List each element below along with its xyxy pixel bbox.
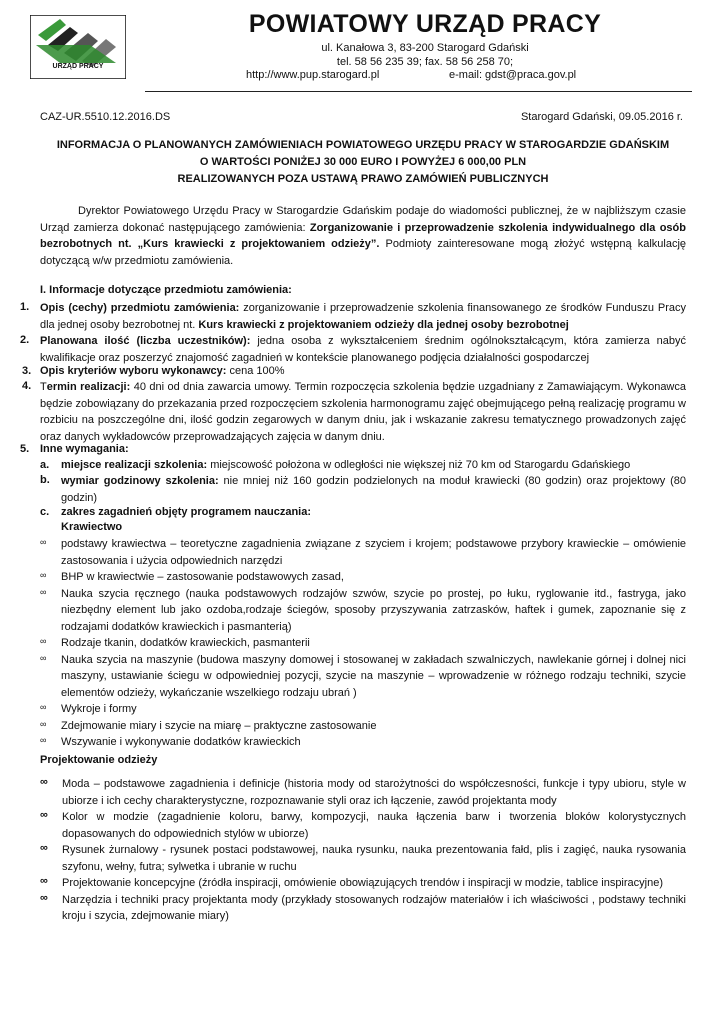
item-2-body: jedna osoba z wykształceniem średnim ogólnokształcącym, która zamierza nabyć kwalifikacje oraz poszerzyć znajomość zagadnień w kontekście planowanego podjęcia działalności gospodarczej	[40, 335, 687, 364]
list-item	[40, 875, 686, 892]
organization-website[interactable]: http://www.pup.starogard.pl	[246, 69, 380, 81]
section-1-heading: I. Informacje dotyczące przedmiotu zamówienia:	[40, 284, 292, 296]
list-item	[40, 892, 686, 925]
infinity-bullet-icon: ∞	[40, 702, 47, 712]
item-1-body: zorganizowanie i przeprowadzenie szkolenia finansowanego ze środków Funduszu Pracy dla jednej osoby bezrobotnej nt.	[40, 302, 686, 331]
item-2-number: 2.	[20, 334, 30, 346]
list-item	[40, 569, 686, 586]
list-item	[40, 701, 686, 718]
krawiectwo-item-1: podstawy krawiectwa – teoretyczne zagadnienia związane z szyciem i krojem; podstawowe przybory krawieckie – omówienie zastosowania i użycia odpowiednich narzędzi	[61, 538, 686, 567]
krawiectwo-item-5: Nauka szycia na maszynie (budowa maszyny domowej i stosowanej w zakładach szwalniczych, nawlekanie górnej i dolnej nici maszyny, ustawianie ściegu w odpowiedniej pozycji, szycie na maszynie – wprowadzenie w różnego rodzaju techniki, szycie elementów odzieży, wykańczanie wszelkiego rodzaju ubrań )	[61, 653, 686, 699]
item-5c-letter: c.	[40, 506, 50, 518]
document-title-line-1: INFORMACJA O PLANOWANYCH ZAMÓWIENIACH POWIATOWEGO URZĘDU PRACY W STAROGARDZIE GDAŃSKIM	[56, 139, 670, 151]
item-4-body: 40 dni od dnia zawarcia umowy. Termin rozpoczęcia szkolenia będzie uzgadniany z Zamawiającym. Wykonawca będzie zobowiązany do przekazania przed rozpoczęciem szkolenia harmonogramu zajęć obejmującego pełną realizację programu w rozbiciu na poszczególne dni, ilość godzin zegarowych w danym dniu, jak i wskazanie zakresu tematycznego prowadzonych zajęć oraz danych wykładowców przeprowadzających zajęcia w danym dniu.	[40, 381, 686, 443]
projektowanie-list	[40, 776, 686, 925]
item-1-course: Kurs krawiecki z projektowaniem odzieży dla jednej osoby bezrobotnej	[198, 318, 569, 331]
intro-paragraph	[40, 203, 686, 269]
infinity-bullet-icon: ∞	[40, 735, 47, 745]
list-item	[40, 586, 686, 636]
item-5a-label: miejsce realizacji szkolenia:	[61, 459, 208, 471]
organization-email[interactable]: e-mail: gdst@praca.gov.pl	[449, 69, 577, 81]
infinity-bullet-icon: ∞	[40, 776, 48, 788]
item-3-text	[40, 365, 285, 377]
item-2-label: Planowana ilość (liczba uczestników):	[40, 335, 251, 347]
item-5a-letter: a.	[40, 459, 50, 471]
item-4-number: 4.	[22, 380, 32, 392]
item-4-prefix: T	[40, 381, 47, 393]
krawiectwo-item-2: BHP w krawiectwie – zastosowanie podstawowych zasad,	[61, 571, 344, 583]
intro-text-1: Dyrektor Powiatowego Urzędu Pracy w Starogardzie Gdańskim podaje do wiadomości publicznej, że w najbliższym czasie Urząd zamierza dokonać następującego zamówienia:	[40, 205, 686, 234]
item-1-number: 1.	[20, 301, 30, 313]
projektowanie-item-2: Kolor w modzie (zagadnienie koloru, barwy, kompozycji, nauka łączenia barw i tworzenia bloków kolorystycznych dopasowanych do odpowiednich stylów w ubiorze)	[62, 811, 686, 840]
document-title-line-2: O WARTOŚCI PONIŻEJ 30 000 EURO I POWYŻEJ 6 000,00 PLN	[199, 156, 527, 168]
organization-phone: tel. 58 56 235 39; fax. 58 56 258 70;	[336, 56, 514, 68]
item-5b-body: nie mniej niż 160 godzin podzielonych na moduł krawiecki (80 godzin) oraz projektowy (80 godzin)	[61, 475, 686, 504]
list-item	[40, 842, 686, 875]
document-reference: CAZ-UR.5510.12.2016.DS	[40, 111, 171, 123]
list-item	[40, 536, 686, 569]
item-3-number: 3.	[22, 365, 32, 377]
infinity-bullet-icon: ∞	[40, 586, 47, 597]
item-5a-text	[61, 459, 686, 471]
krawiectwo-item-4: Rodzaje tkanin, dodatków krawieckich, pasmanterii	[61, 637, 310, 649]
item-5-label: Inne wymagania:	[40, 443, 129, 455]
krawiectwo-item-6: Wykroje i formy	[61, 703, 137, 715]
item-5-number: 5.	[20, 443, 30, 455]
krawiectwo-item-7: Zdejmowanie miary i szycie na miarę – praktyczne zastosowanie	[61, 719, 377, 732]
document-place-date: Starogard Gdański, 09.05.2016 r.	[520, 111, 683, 123]
list-item	[40, 635, 686, 652]
intro-text-2: Podmioty zainteresowane mogą złożyć wstępną kalkulację dotyczącą w/w przedmiotu zamówienia.	[40, 238, 687, 267]
projektowanie-item-3: Rysunek żurnalowy - rysunek postaci podstawowej, nauka rysunku, nauka prezentowania fałd, plis i zagięć, nauka rysowania szyfonu, wełny, futra; sylwetka i ubranie w ruchu	[62, 844, 686, 873]
item-3-body: cena 100%	[226, 365, 285, 377]
infinity-bullet-icon: ∞	[40, 809, 48, 821]
item-5b-letter: b.	[40, 474, 50, 486]
krawiectwo-list	[40, 536, 686, 751]
list-item	[40, 809, 686, 842]
infinity-bullet-icon: ∞	[40, 537, 47, 547]
item-5c-label: zakres zagadnień objęty programem nauczania:	[61, 506, 312, 518]
infinity-bullet-icon: ∞	[40, 718, 47, 729]
krawiectwo-item-3: Nauka szycia ręcznego (nauka podstawowych rodzajów szwów, szycie po prostej, po łuku, ryglowanie itd., fastryga, jako niezbędny element lub jako ozdoba,rodzaje ściegów, sposoby przyszywania zatrzasków, haftek i gumek, zapoznanie się z rodzajami dodatków krawieckich i pasmanterią)	[61, 587, 686, 633]
item-5b-text	[61, 473, 686, 506]
krawiectwo-heading: Krawiectwo	[61, 521, 123, 533]
infinity-bullet-icon: ∞	[40, 570, 47, 580]
list-item	[40, 718, 686, 735]
item-1-label: Opis (cechy) przedmiotu zamówienia:	[40, 302, 240, 314]
organization-address: ul. Kanałowa 3, 83-200 Starogard Gdański	[321, 42, 529, 54]
projektowanie-item-4: Projektowanie koncepcyjne (źródła inspiracji, omówienie obowiązujących trendów i inspiracji w modzie, tablice inspiracyjne)	[62, 877, 663, 889]
projektowanie-item-1: Moda – podstawowe zagadnienia i definicje (historia mody od starożytności do współczesności, funkcje i typy ubioru, style w ubiorze i ich cechy charakterystyczne, rozpoznawanie styli oraz ich łączenie, zawód projektanta mody	[62, 778, 686, 807]
projektowanie-item-5: Narzędzia i techniki pracy projektanta mody (przykłady stosowanych rodzajów materiałów i ich właściwości , podstawy techniki kroju i szycia, zdejmowanie miary)	[62, 893, 686, 922]
item-3-label: Opis kryteriów wyboru wykonawcy:	[40, 365, 227, 377]
item-2-text	[40, 333, 686, 366]
logo-text: URZĄD PRACY	[52, 63, 104, 70]
organization-name: POWIATOWY URZĄD PRACY	[248, 10, 602, 38]
list-item	[40, 652, 686, 702]
infinity-bullet-icon: ∞	[40, 875, 48, 887]
item-4-text	[40, 379, 686, 445]
infinity-bullet-icon: ∞	[40, 652, 47, 663]
document-title-line-3: REALIZOWANYCH POZA USTAWĄ PRAWO ZAMÓWIEŃ PUBLICZNYCH	[177, 173, 549, 185]
infinity-bullet-icon: ∞	[40, 842, 48, 854]
header-divider	[145, 91, 692, 92]
projektowanie-heading: Projektowanie odzieży	[40, 754, 158, 766]
list-item	[40, 734, 686, 751]
intro-order-subject: Zorganizowanie i przeprowadzenie szkolenia indywidualnego dla osób bezrobotnych nt. „Kurs krawiecki z projektowaniem odzieży”.	[40, 221, 686, 250]
infinity-bullet-icon: ∞	[40, 891, 48, 904]
krawiectwo-item-8: Wszywanie i wykonywanie dodatków krawieckich	[61, 736, 301, 748]
item-5b-label: wymiar godzinowy szkolenia:	[61, 475, 219, 487]
item-4-label: ermin realizacji:	[46, 381, 131, 393]
infinity-bullet-icon: ∞	[40, 636, 47, 646]
office-logo	[30, 15, 126, 79]
item-1-text	[40, 300, 686, 333]
item-5a-body: miejscowość położona w odległości nie większej niż 70 km od Starogardu Gdańskiego	[207, 459, 631, 471]
list-item	[40, 776, 686, 809]
